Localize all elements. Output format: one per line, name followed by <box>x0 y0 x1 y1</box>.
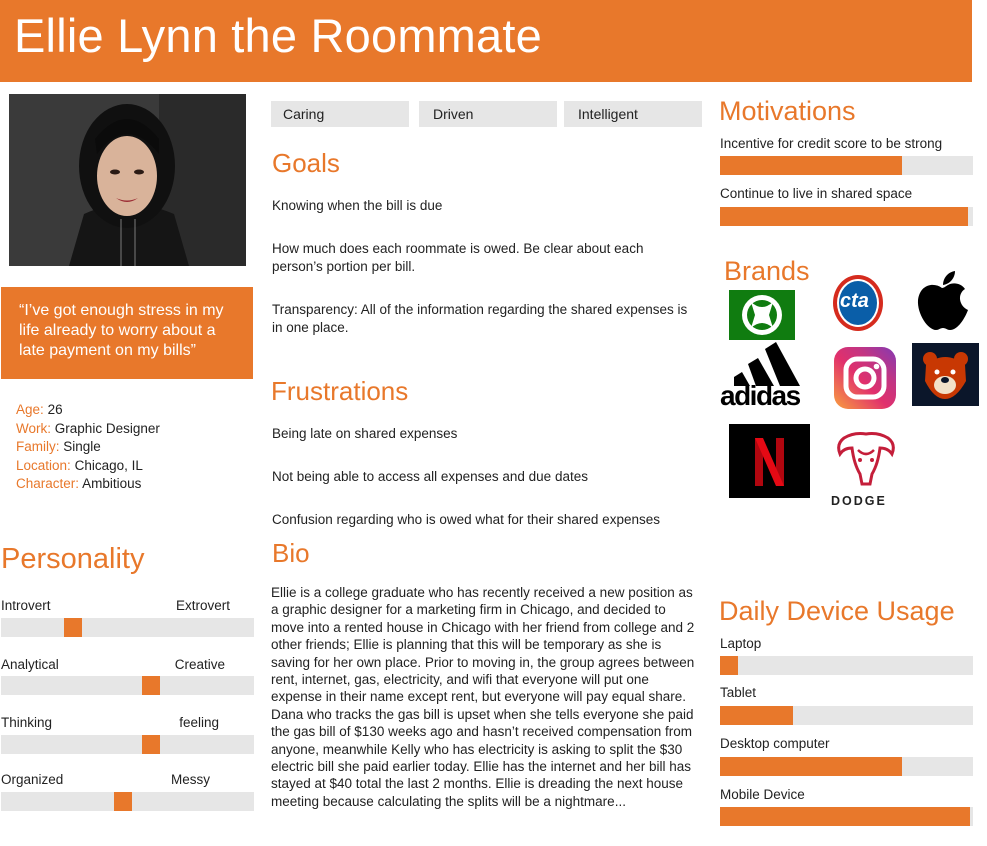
scale-marker <box>142 676 160 695</box>
scale-right-label: Messy <box>170 772 210 787</box>
bio-title: Bio <box>272 538 310 568</box>
header-banner <box>0 0 972 82</box>
xbox-logo <box>729 290 795 340</box>
goal-item: Knowing when the bill is due <box>272 198 443 213</box>
goal-item: How much does each roommate is owed. Be clear about each person’s portion per bill. <box>272 241 644 275</box>
device-fill <box>720 757 902 776</box>
motivation-label: Incentive for credit score to be strong <box>720 136 943 151</box>
device-fill <box>720 807 970 826</box>
motivation-bar <box>720 156 973 175</box>
personality-scale <box>1 771 254 811</box>
scale-track <box>1 618 254 637</box>
fact-work: Work: Graphic Designer <box>16 420 160 436</box>
fact-character: Character: Ambitious <box>16 476 142 491</box>
device-fill <box>720 656 738 675</box>
cta-logo <box>832 274 884 332</box>
scale-right-label: feeling <box>179 715 219 730</box>
scale-right-label: Creative <box>174 657 225 672</box>
motivations-title: Motivations <box>719 96 856 126</box>
personality-scale <box>1 714 254 754</box>
personality-title: Personality <box>1 543 145 575</box>
device-label: Desktop computer <box>720 736 830 751</box>
scale-track <box>1 792 254 811</box>
personality-scale <box>1 597 254 637</box>
scale-marker <box>64 618 82 637</box>
brands-title: Brands <box>724 256 810 286</box>
frustrations-title: Frustrations <box>271 376 409 406</box>
persona-facts <box>16 401 160 494</box>
device-fill <box>720 706 793 725</box>
device-label: Mobile Device <box>720 787 805 802</box>
trait-tag: Driven <box>419 101 557 127</box>
trait-tag: Caring <box>271 101 409 127</box>
goal-item: Transparency: All of the information regarding the shared expenses is in one place. <box>272 302 688 336</box>
device-bar <box>720 656 973 675</box>
bio-text: Ellie is a college graduate who has recently received a new position as a graphic designer for a marketing firm in Chicago, and decided to move into a rented house in Chicago with her friend from college and 2 other friends; Ellie is planning that this will be temporary as she is saving for her own place. Prior to moving in, the group agrees between rent, internet, gas, electricity, and wifi that everyone will put one expense in their name except rent, but everyone will pay equal share. Dana who tracks the gas bill is upset when she tells everyone she paid the gas bill of $130 weeks ago and hasn’t received compensation from anyone, meanwhile Kelly who has electricity is asking to split the $30 electric bill she paid earlier today. Ellie has the internet and her bill has stayed at $40 total the last 2 months. Ellie is dreading the next house meeting because calculating the splits will be a nightmare... <box>271 585 695 809</box>
device-label: Tablet <box>720 685 757 700</box>
instagram-logo <box>834 347 896 409</box>
motivation-bar <box>720 207 973 226</box>
scale-left-label: Introvert <box>1 598 51 613</box>
frustration-item: Not being able to access all expenses and due dates <box>272 469 588 484</box>
fact-age: Age: 26 <box>16 402 63 417</box>
dodge-logo <box>830 428 902 510</box>
fact-location: Location: Chicago, IL <box>16 457 143 473</box>
personality-scale <box>1 656 254 696</box>
motivation-fill <box>720 207 968 226</box>
scale-marker <box>114 792 132 811</box>
trait-tag: Intelligent <box>564 101 702 127</box>
frustration-item: Confusion regarding who is owed what for their shared expenses <box>272 512 660 527</box>
scale-track <box>1 676 254 695</box>
netflix-logo <box>729 424 810 498</box>
scale-marker <box>142 735 160 754</box>
chicago-bears-logo <box>912 343 979 406</box>
cta-logo-text: cta <box>840 290 869 312</box>
device-bar <box>720 706 973 725</box>
apple-logo <box>912 270 972 332</box>
scale-right-label: Extrovert <box>175 598 230 613</box>
motivation-label: Continue to live in shared space <box>720 186 913 201</box>
page-title: Ellie Lynn the Roommate <box>14 9 542 62</box>
dodge-logo-text: DODGE <box>831 494 887 508</box>
adidas-logo-text: adidas <box>720 380 800 411</box>
goals-title: Goals <box>272 148 340 178</box>
device-label: Laptop <box>720 636 762 651</box>
adidas-logo <box>720 340 818 411</box>
devices-title: Daily Device Usage <box>719 596 955 626</box>
device-bar <box>720 807 973 826</box>
device-bar <box>720 757 973 776</box>
motivation-fill <box>720 156 902 175</box>
scale-left-label: Analytical <box>1 657 59 672</box>
frustration-item: Being late on shared expenses <box>272 426 458 441</box>
scale-left-label: Thinking <box>1 715 53 730</box>
persona-photo <box>9 94 246 266</box>
fact-family: Family: Single <box>16 439 101 454</box>
scale-track <box>1 735 254 754</box>
scale-left-label: Organized <box>1 772 64 787</box>
persona-quote: “I’ve got enough stress in my life already to worry about a late payment on my bills” <box>1 287 253 379</box>
